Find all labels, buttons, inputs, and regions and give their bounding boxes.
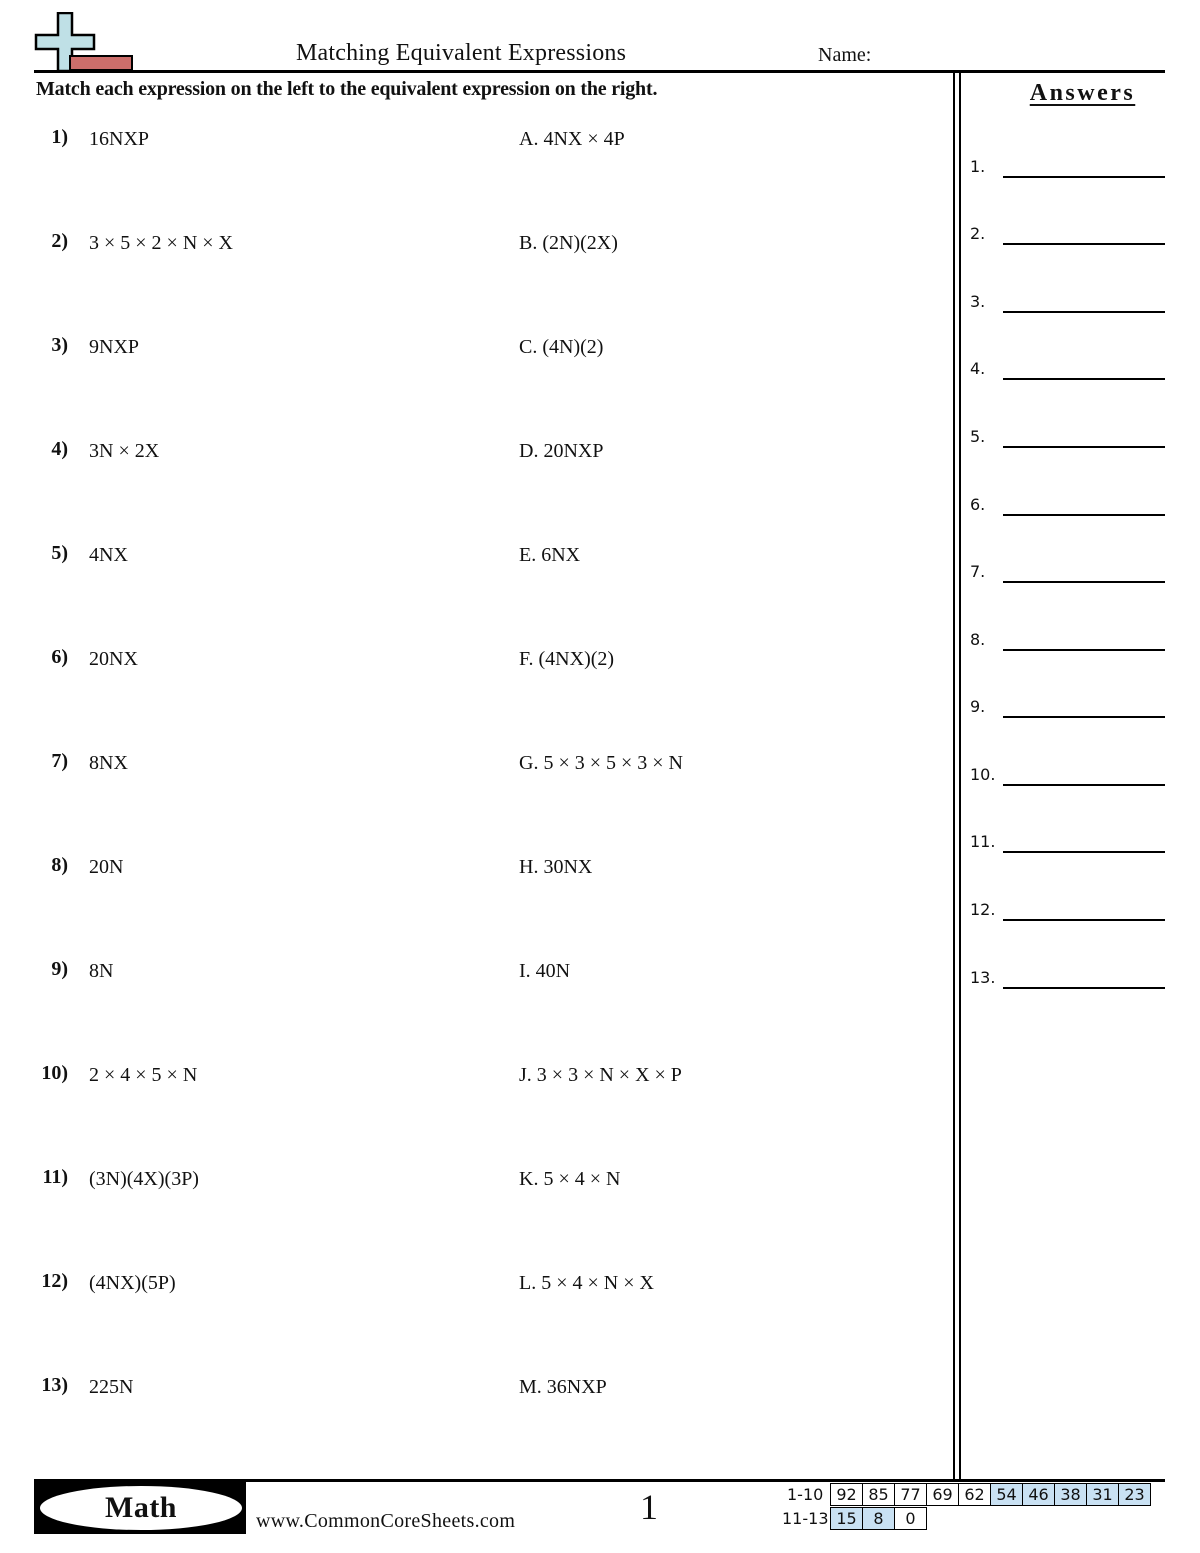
answer-blank[interactable] [970,495,1170,525]
answers-heading: Answers [1029,80,1136,106]
score-cell: 38 [1054,1483,1087,1506]
question-row [0,958,950,998]
answer-number: 8. [970,630,986,649]
score-cell: 77 [894,1483,927,1506]
question-expression: 16NXP [89,128,150,150]
question-expression: 4NX [89,544,128,566]
answer-blank[interactable] [970,427,1170,457]
score-cell: 46 [1022,1483,1055,1506]
question-row [0,1166,950,1206]
match-option: A. 4NX × 4P [519,128,625,150]
match-option: I. 40N [519,960,571,982]
match-option: K. 5 × 4 × N [519,1168,621,1190]
question-number: 3) [51,334,68,356]
question-expression: (4NX)(5P) [89,1272,176,1294]
answer-line[interactable] [1003,311,1165,313]
question-expression: 8N [89,960,114,982]
answer-number: 5. [970,427,986,446]
plus-minus-logo-icon [34,12,134,72]
question-number: 10) [41,1062,68,1084]
score-cell: 15 [830,1507,863,1530]
page-number: 1 [640,1487,658,1527]
score-row [831,1483,1151,1506]
question-row [0,1062,950,1102]
answer-blank[interactable] [970,359,1170,389]
answer-number: 10. [970,765,996,784]
score-cell: 54 [990,1483,1023,1506]
match-option: G. 5 × 3 × 5 × 3 × N [519,752,684,774]
question-row [0,750,950,790]
question-row [0,230,950,270]
question-number: 8) [51,854,68,876]
worksheet-title: Matching Equivalent Expressions [296,40,627,66]
question-expression: 9NXP [89,336,140,358]
score-cell: 92 [830,1483,863,1506]
answer-blank[interactable] [970,765,1170,795]
answer-line[interactable] [1003,716,1165,718]
answer-blank[interactable] [970,157,1170,187]
question-row [0,542,950,582]
answer-line[interactable] [1003,446,1165,448]
score-cell: 23 [1118,1483,1151,1506]
question-number: 2) [51,230,68,252]
answer-line[interactable] [1003,919,1165,921]
question-row [0,438,950,478]
question-expression: 8NX [89,752,128,774]
answer-number: 1. [970,157,986,176]
question-number: 4) [51,438,68,460]
footer-url[interactable]: www.CommonCoreSheets.com [256,1510,516,1532]
match-option: C. (4N)(2) [519,336,604,358]
question-number: 6) [51,646,68,668]
top-rule [34,70,1165,73]
score-range-label: 1-10 [787,1485,824,1504]
score-cell: 31 [1086,1483,1119,1506]
question-expression: 3 × 5 × 2 × N × X [89,232,234,254]
question-expression: 225N [89,1376,134,1398]
answer-number: 7. [970,562,986,581]
name-label: Name: [818,44,872,66]
answer-line[interactable] [1003,784,1165,786]
answer-line[interactable] [1003,649,1165,651]
question-number: 12) [41,1270,68,1292]
answer-blank[interactable] [970,968,1170,998]
question-row [0,1270,950,1310]
match-option: L. 5 × 4 × N × X [519,1272,654,1294]
answer-blank[interactable] [970,697,1170,727]
answer-blank[interactable] [970,562,1170,592]
match-option: H. 30NX [519,856,593,878]
answer-line[interactable] [1003,243,1165,245]
answer-number: 2. [970,224,986,243]
answer-number: 6. [970,495,986,514]
answer-number: 12. [970,900,996,919]
answer-line[interactable] [1003,176,1165,178]
match-option: D. 20NXP [519,440,604,462]
answer-line[interactable] [1003,514,1165,516]
answer-line[interactable] [1003,378,1165,380]
answer-line[interactable] [1003,987,1165,989]
answer-number: 4. [970,359,986,378]
match-option: E. 6NX [519,544,581,566]
question-number: 9) [51,958,68,980]
column-divider [953,72,955,1480]
answer-number: 13. [970,968,996,987]
match-option: F. (4NX)(2) [519,648,615,670]
score-cell: 0 [894,1507,927,1530]
answer-blank[interactable] [970,292,1170,322]
match-option: J. 3 × 3 × N × X × P [519,1064,682,1086]
question-expression: 20NX [89,648,138,670]
score-cell: 8 [862,1507,895,1530]
question-expression: 3N × 2X [89,440,160,462]
question-row [0,1374,950,1414]
answer-blank[interactable] [970,630,1170,660]
answer-line[interactable] [1003,851,1165,853]
question-number: 11) [42,1166,68,1188]
answer-line[interactable] [1003,581,1165,583]
question-row [0,126,950,166]
question-number: 5) [51,542,68,564]
question-row [0,334,950,374]
answer-number: 9. [970,697,986,716]
question-number: 1) [51,126,68,148]
match-option: B. (2N)(2X) [519,232,618,254]
question-row [0,646,950,686]
score-row [831,1507,927,1530]
score-cell: 69 [926,1483,959,1506]
instructions: Match each expression on the left to the equivalent expression on the right. [36,78,658,100]
question-expression: 2 × 4 × 5 × N [89,1064,198,1086]
question-row [0,854,950,894]
answer-blank[interactable] [970,832,1170,862]
question-number: 7) [51,750,68,772]
answer-blank[interactable] [970,900,1170,930]
subject-label: Math [40,1486,242,1530]
match-option: M. 36NXP [519,1376,607,1398]
answer-blank[interactable] [970,224,1170,254]
score-cell: 85 [862,1483,895,1506]
question-expression: (3N)(4X)(3P) [89,1168,199,1190]
answer-number: 11. [970,832,996,851]
score-range-label: 11-13 [782,1509,829,1528]
score-cell: 62 [958,1483,991,1506]
question-expression: 20N [89,856,124,878]
answer-number: 3. [970,292,986,311]
column-divider [959,72,961,1480]
question-number: 13) [41,1374,68,1396]
